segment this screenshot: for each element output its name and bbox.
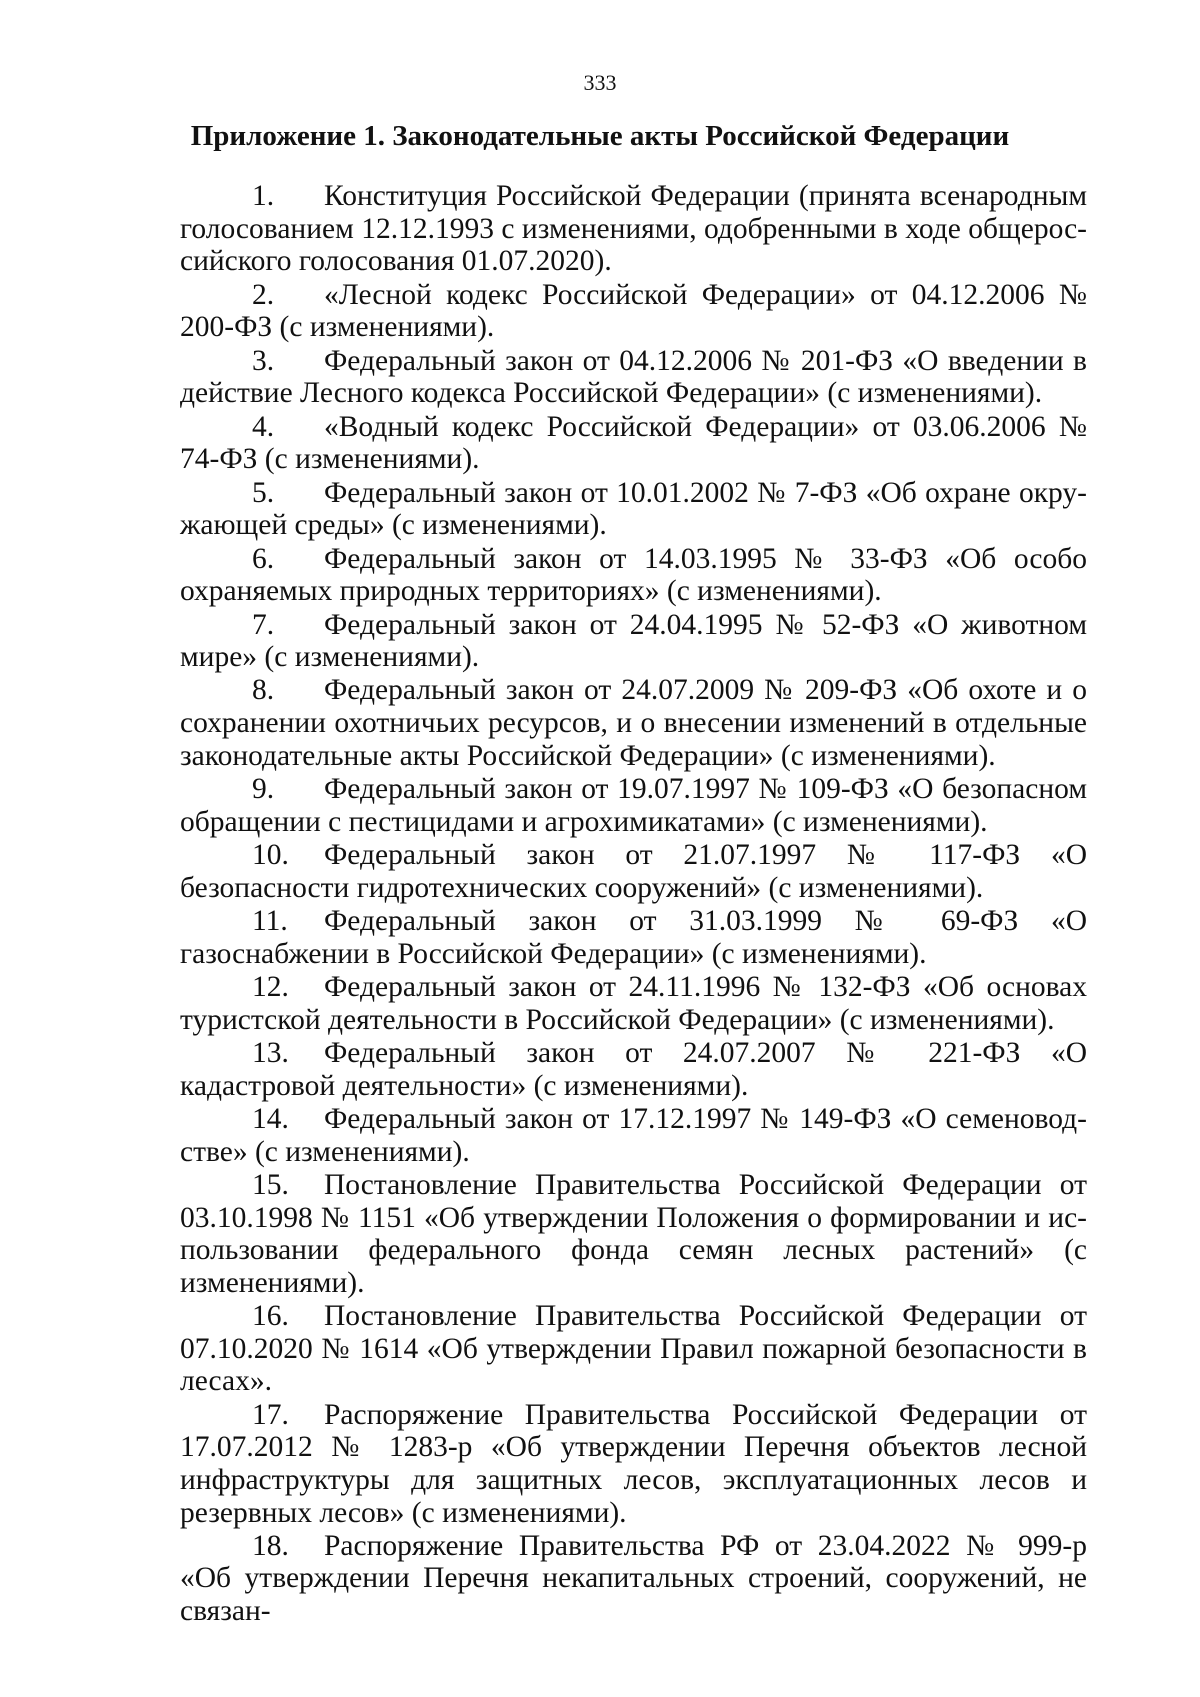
list-item (180, 674, 1087, 772)
list-item-text: Федеральный закон от 24.07.2009 № 209-ФЗ «Об охоте и о сохранении охотничьих ресурсов, и о внесении изменений в отдельные законодательные акты Российской Федерации» (с изменениями). (180, 674, 1087, 772)
list-item-number: 14. (252, 1102, 289, 1135)
list-item (180, 1530, 1087, 1628)
list-item-number: 4. (252, 410, 275, 443)
list-item-number: 9. (252, 773, 275, 806)
list-item-number: 16. (252, 1300, 289, 1333)
list-item (180, 905, 1087, 970)
list-item-number: 8. (252, 674, 275, 707)
list-item-text: Федеральный закон от 24.07.2007 № 221-ФЗ «О кадастровой деятельности» (с изменениями). (180, 1037, 1087, 1102)
list-item-number: 1. (252, 180, 275, 212)
list-item (180, 411, 1087, 476)
list-item-number: 13. (252, 1037, 289, 1069)
list-item-text: Федеральный закон от 17.12.1997 № 149-ФЗ «О семеноводстве» (с изменениями). (180, 1102, 1087, 1168)
list-item-text: «Лесной кодекс Российской Федерации» от 04.12.2006 № 200-ФЗ (с изменениями). (180, 278, 1087, 344)
list-item (180, 180, 1087, 278)
list-item-text: Постановление Правительства Российской Федерации от 07.10.2020 № 1614 «Об утверждении Правил пожарной безопасности в лесах». (180, 1300, 1087, 1398)
list-item (180, 773, 1087, 838)
list-item-number: 15. (252, 1168, 289, 1201)
list-item-text: Федеральный закон от 19.07.1997 № 109-ФЗ «О безопасном обращении с пестицидами и агрохимикатами» (с изменениями). (180, 773, 1087, 838)
list-item-text: Постановление Правительства Российской Федерации от 03.10.1998 № 1151 «Об утверждении Положения о формировании и использовании федерального фонда семян лесных растений» (с изменениями). (180, 1168, 1087, 1299)
list-item-text: Федеральный закон от 10.01.2002 № 7-ФЗ «Об охране окружающей среды» (с изменениями). (180, 476, 1087, 542)
list-item (180, 279, 1087, 344)
page-number: 333 (583, 70, 617, 95)
appendix-title: Приложение 1. Законодательные акты Российской Федерации (190, 120, 1010, 152)
list-item-text: Распоряжение Правительства РФ от 23.04.2022 № 999-р «Об утверждении Перечня некапитальных строений, сооружений, не связан- (180, 1529, 1087, 1628)
list-item-number: 17. (252, 1398, 289, 1431)
list-item (180, 477, 1087, 542)
law-list (180, 180, 1087, 1628)
list-item-number: 18. (252, 1529, 289, 1562)
list-item-number: 2. (252, 278, 275, 311)
list-item-number: 3. (252, 344, 275, 377)
list-item-number: 5. (252, 476, 275, 509)
list-item-text: Федеральный закон от 24.04.1995 № 52-ФЗ «О животном мире» (с изменениями). (180, 608, 1087, 674)
list-item-number: 12. (252, 971, 289, 1004)
list-item-number: 7. (252, 608, 275, 641)
list-item (180, 345, 1087, 410)
list-item (180, 1169, 1087, 1299)
list-item-number: 11. (252, 905, 288, 938)
list-item (180, 1300, 1087, 1398)
list-item-text: Федеральный закон от 14.03.1995 № 33-ФЗ «Об особо охраняемых природных территориях» (с изменениями). (180, 542, 1087, 608)
list-item (180, 543, 1087, 608)
list-item-number: 6. (252, 542, 275, 575)
list-item-text: «Водный кодекс Российской Федерации» от 03.06.2006 № 74-ФЗ (с изменениями). (180, 410, 1087, 476)
list-item (180, 1103, 1087, 1168)
list-item (180, 1399, 1087, 1529)
list-item-text: Конституция Российской Федерации (принята всенародным голосованием 12.12.1993 с изменениями, одобренными в ходе общероссийского голосования 01.07.2020). (180, 180, 1087, 278)
list-item (180, 839, 1087, 904)
list-item-text: Федеральный закон от 21.07.1997 № 117-ФЗ «О безопасности гидротехнических сооружений» (с изменениями). (180, 839, 1087, 904)
list-item-text: Федеральный закон от 31.03.1999 № 69-ФЗ «О газоснабжении в Российской Федерации» (с изменениями). (180, 905, 1087, 970)
list-item (180, 971, 1087, 1036)
list-item-text: Распоряжение Правительства Российской Федерации от 17.07.2012 № 1283-р «Об утверждении Перечня объектов лесной инфраструктуры для защитных лесов, эксплуатационных лесов и резервных лесов» (с изменениями). (180, 1398, 1087, 1529)
list-item-text: Федеральный закон от 24.11.1996 № 132-ФЗ «Об основах туристской деятельности в Российской Федерации» (с изменениями). (180, 971, 1087, 1036)
list-item (180, 609, 1087, 674)
list-item-number: 10. (252, 839, 289, 872)
list-item (180, 1037, 1087, 1102)
list-item-text: Федеральный закон от 04.12.2006 № 201-ФЗ «О введении в действие Лесного кодекса Российской Федерации» (с изменениями). (180, 344, 1087, 410)
